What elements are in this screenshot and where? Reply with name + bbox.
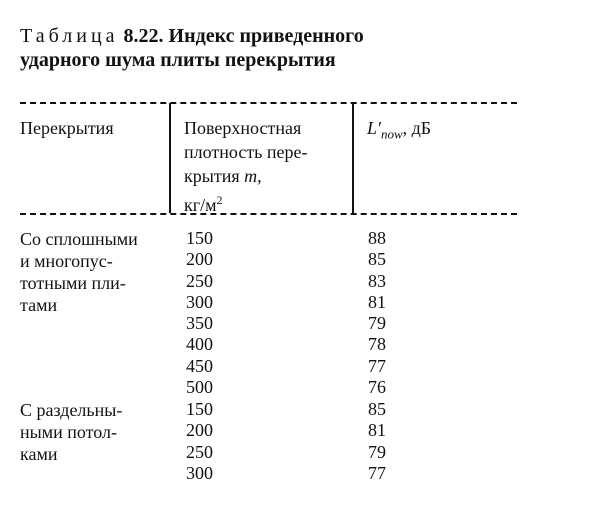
header-density <box>184 116 308 217</box>
table-cell: 300 <box>186 291 213 312</box>
table-cell: 85 <box>368 399 386 419</box>
header-divider-1 <box>169 103 171 213</box>
table-cell: 77 <box>368 462 386 483</box>
header-density-line1: Поверхностная <box>184 118 302 138</box>
table-top-rule <box>20 102 517 104</box>
table-cell: 150 <box>186 399 213 419</box>
table-caption <box>20 24 364 72</box>
table-cell: 400 <box>186 334 213 355</box>
table-cell: 500 <box>186 377 213 398</box>
header-density-line3: крытия m, <box>184 166 262 186</box>
caption-number: 8.22. <box>123 25 164 47</box>
table-cell: 200 <box>186 420 213 441</box>
group-1-label: Со сплошными и многопус- тотными пли- тами <box>20 229 138 315</box>
caption-title-line2: ударного шума плиты перекрытия <box>20 49 336 71</box>
header-index: $L'_{nоw}$, дБ <box>367 118 432 142</box>
caption-label: Таблица <box>20 25 119 47</box>
table-cell: 85 <box>368 249 386 270</box>
table-cell: 83 <box>368 270 386 291</box>
group-2-index-column <box>368 399 386 484</box>
table-cell: 250 <box>186 270 213 291</box>
group-2-label: С раздельны- ными потол- ками <box>20 400 123 464</box>
table-cell: 79 <box>368 313 386 334</box>
header-density-line2: плотность пере- <box>184 142 308 162</box>
caption-title-line1: Индекс приведенного <box>168 25 364 47</box>
header-divider-2 <box>352 103 354 213</box>
table-cell: 88 <box>368 228 386 248</box>
table-cell: 79 <box>368 441 386 462</box>
table-cell: 350 <box>186 313 213 334</box>
table-cell: 250 <box>186 441 213 462</box>
table-cell: 78 <box>368 334 386 355</box>
table-cell: 81 <box>368 291 386 312</box>
header-overlap: Перекрытия <box>20 118 114 138</box>
group-1-density-column <box>186 228 213 398</box>
table-cell: 76 <box>368 377 386 398</box>
group-1-index-column <box>368 228 386 398</box>
table-cell: 450 <box>186 355 213 376</box>
group-2-density-column <box>186 399 213 484</box>
table-cell: 200 <box>186 249 213 270</box>
table-cell: 300 <box>186 462 213 483</box>
table-cell: 150 <box>186 228 213 248</box>
table-cell: 77 <box>368 355 386 376</box>
header-density-line4: $кг/м^2$ <box>184 193 223 215</box>
table-cell: 81 <box>368 420 386 441</box>
